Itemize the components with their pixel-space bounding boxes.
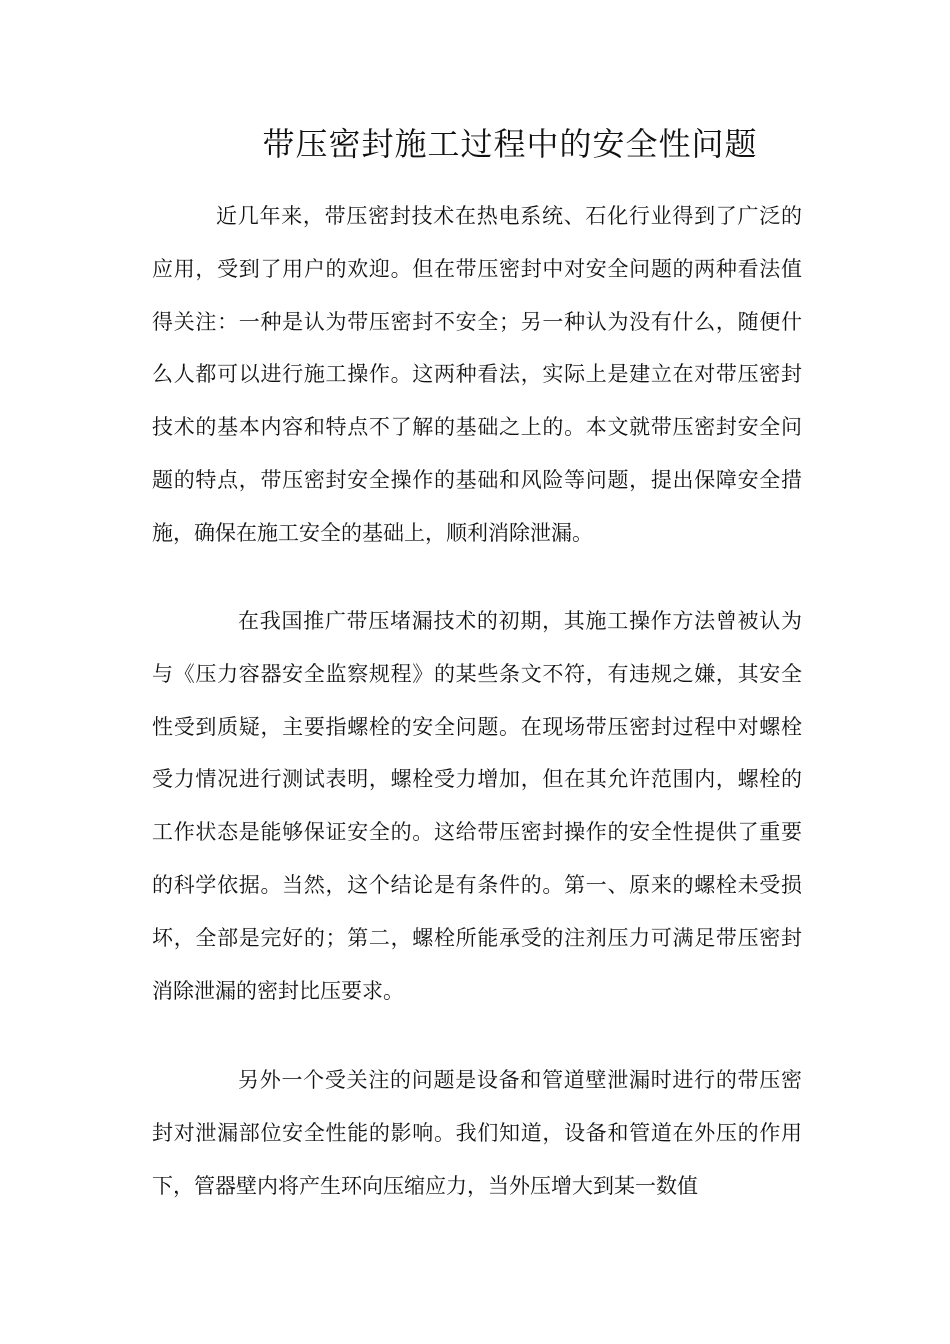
document-title: 带压密封施工过程中的安全性问题 bbox=[262, 125, 758, 163]
paragraph-1: 近几年来，带压密封技术在热电系统、石化行业得到了广泛的应用，受到了用户的欢迎。但在带压密封中对安全问题的两种看法值得关注：一种是认为带压密封不安全；另一种认为没有什么，随便什么人都可以进行施工操作。这两种看法，实际上是建立在对带压密封技术的基本内容和特点不了解的基础之上的。本文就带压密封安全问题的特点，带压密封安全操作的基础和风险等问题，提出保障安全措施，确保在施工安全的基础上，顺利消除泄漏。 bbox=[152, 204, 802, 545]
paragraph-3: 另外一个受关注的问题是设备和管道壁泄漏时进行的带压密封对泄漏部位安全性能的影响。我们知道，设备和管道在外压的作用下，管器壁内将产生环向压缩应力，当外压增大到某一数值 bbox=[152, 1068, 802, 1198]
paragraph-2: 在我国推广带压堵漏技术的初期，其施工操作方法曾被认为与《压力容器安全监察规程》的某些条文不符，有违规之嫌，其安全性受到质疑，主要指螺栓的安全问题。在现场带压密封过程中对螺栓受力情况进行测试表明，螺栓受力增加，但在其允许范围内，螺栓的工作状态是能够保证安全的。这给带压密封操作的安全性提供了重要的科学依据。当然，这个结论是有条件的。第一、原来的螺栓未受损坏，全部是完好的；第二，螺栓所能承受的注剂压力可满足带压密封消除泄漏的密封比压要求。 bbox=[152, 609, 802, 1003]
